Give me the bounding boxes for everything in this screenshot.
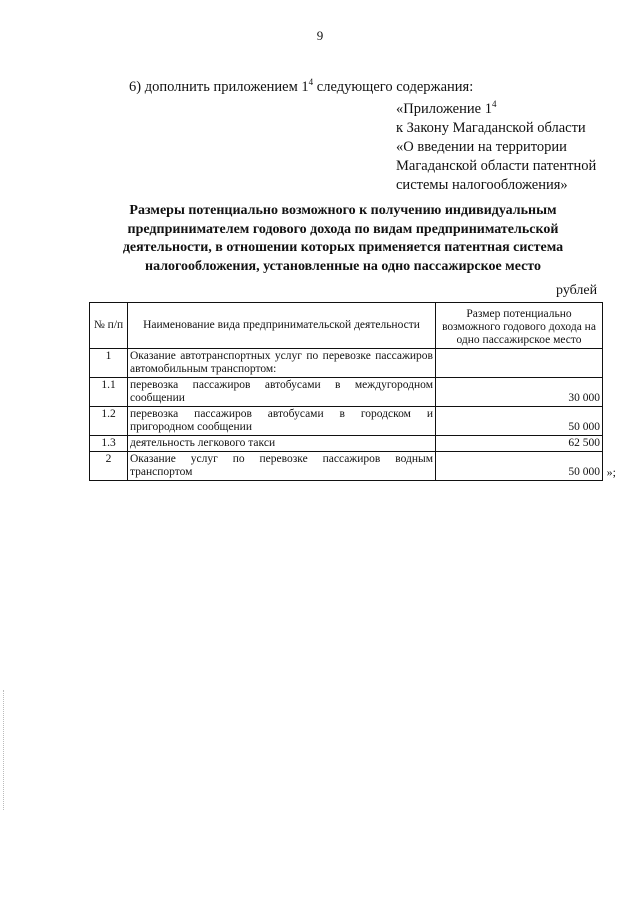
table-row: [90, 407, 603, 436]
intro-superscript: 4: [308, 77, 314, 87]
intro-paragraph: [129, 77, 473, 96]
row-3-num: 1.2: [90, 407, 128, 436]
appendix-line-1-text: «Приложение 1: [396, 101, 492, 117]
header-num: № п/п: [90, 303, 128, 349]
row-1-name: Оказание автотранспортных услуг по перевозке пассажиров автомобильным транспортом:: [128, 349, 436, 378]
table-row: [90, 436, 603, 452]
row-5-num: 2: [90, 452, 128, 481]
title-line-2: предпринимателем годового дохода по видам предпринимательской: [127, 221, 559, 237]
header-name: Наименование вида предпринимательской деятельности: [128, 303, 436, 349]
scan-margin-marks: [3, 690, 6, 810]
appendix-line-4: Магаданской области патентной: [396, 158, 597, 174]
row-5-value: 50 000: [568, 466, 600, 478]
row-2-value: 30 000: [436, 378, 603, 407]
intro-text-after: следующего содержания:: [313, 79, 474, 95]
row-3-value: 50 000: [436, 407, 603, 436]
row-1-value: [436, 349, 603, 378]
income-table: [89, 302, 616, 481]
appendix-header: [396, 95, 596, 195]
table-row: [90, 349, 603, 378]
row-2-num: 1.1: [90, 378, 128, 407]
appendix-line-5: системы налогообложения»: [396, 177, 568, 193]
table-row: [90, 452, 603, 481]
row-2-name: перевозка пассажиров автобусами в междугородном сообщении: [128, 378, 436, 407]
table-row: [90, 378, 603, 407]
header-value: Размер потенциально возможного годового дохода на одно пассажирское место: [436, 303, 603, 349]
title-line-3: деятельности, в отношении которых применяется патентная система: [122, 240, 564, 255]
appendix-line-3: «О введении на территории: [396, 139, 567, 155]
row-5-value-cell: [436, 452, 616, 481]
closing-quote-mark: »;: [606, 465, 616, 479]
unit-label: рублей: [556, 283, 598, 298]
title-line-4: налогообложения, установленные на одно пассажирское место: [145, 258, 541, 274]
document-title: [88, 202, 598, 276]
row-1-num: 1: [90, 349, 128, 378]
row-4-value: 62 500: [436, 436, 603, 452]
appendix-line-2: к Закону Магаданской области: [396, 120, 586, 136]
table-header-row: [90, 303, 603, 349]
page-number: 9: [316, 28, 324, 43]
appendix-line-1: [396, 95, 596, 119]
title-line-1: Размеры потенциально возможного к получению индивидуальным: [129, 203, 557, 218]
intro-text-before: 6) дополнить приложением 1: [129, 79, 309, 95]
row-5-name: Оказание услуг по перевозке пассажиров водным транспортом: [128, 452, 436, 481]
appendix-line-1-sup: 4: [491, 99, 497, 109]
row-3-name: перевозка пассажиров автобусами в городском и пригородном сообщении: [128, 407, 436, 436]
row-4-num: 1.3: [90, 436, 128, 452]
row-4-name: деятельность легкового такси: [128, 436, 436, 452]
